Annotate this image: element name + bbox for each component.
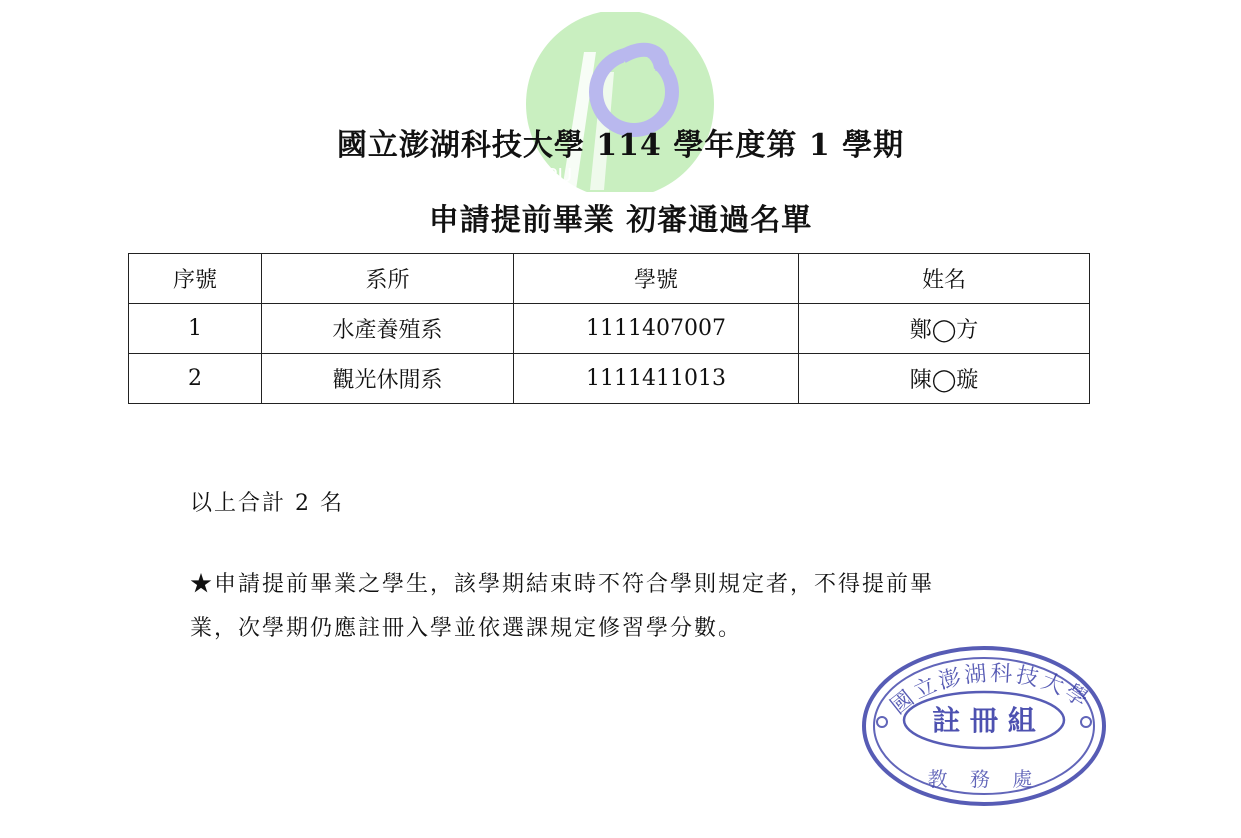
document-subtitle: 申請提前畢業 初審通過名單 bbox=[428, 203, 813, 238]
document-title: 國立澎湖科技大學 114 學年度第 1 學期 bbox=[336, 128, 905, 163]
header-dept: 系所 bbox=[262, 254, 514, 304]
header-seq: 序號 bbox=[129, 254, 262, 304]
seal-bottom-text: 教 務 處 bbox=[927, 767, 1041, 791]
table-row bbox=[129, 354, 1090, 404]
policy-note-line: ★申請提前畢業之學生，該學期結束時不符合學則規定者，不得提前畢 bbox=[190, 572, 935, 597]
table-row bbox=[129, 304, 1090, 354]
cell-dept: 觀光休閒系 bbox=[262, 354, 514, 404]
seal-outer-text: 國立澎湖科技大學 bbox=[886, 661, 1095, 720]
table-header-row bbox=[129, 254, 1090, 304]
header-name: 姓名 bbox=[799, 254, 1090, 304]
approved-list-table bbox=[128, 253, 1090, 404]
cell-seq: 2 bbox=[129, 354, 262, 404]
university-logo-watermark bbox=[526, 12, 718, 192]
policy-note-line: 業，次學期仍應註冊入學並依選課規定修習學分數。 bbox=[190, 616, 743, 641]
cell-dept: 水產養殖系 bbox=[262, 304, 514, 354]
cell-name: 陳◯璇 bbox=[799, 354, 1090, 404]
cell-seq: 1 bbox=[129, 304, 262, 354]
cell-student-id: 1111411013 bbox=[514, 354, 799, 404]
total-count: 以上合計 2 名 bbox=[190, 491, 344, 516]
cell-name: 鄭◯方 bbox=[799, 304, 1090, 354]
cell-student-id: 1111407007 bbox=[514, 304, 799, 354]
registration-office-seal bbox=[850, 636, 1118, 816]
logo-text: NPU bbox=[530, 165, 573, 187]
header-student-id: 學號 bbox=[514, 254, 799, 304]
seal-center-text: 註 冊 組 bbox=[932, 704, 1036, 737]
